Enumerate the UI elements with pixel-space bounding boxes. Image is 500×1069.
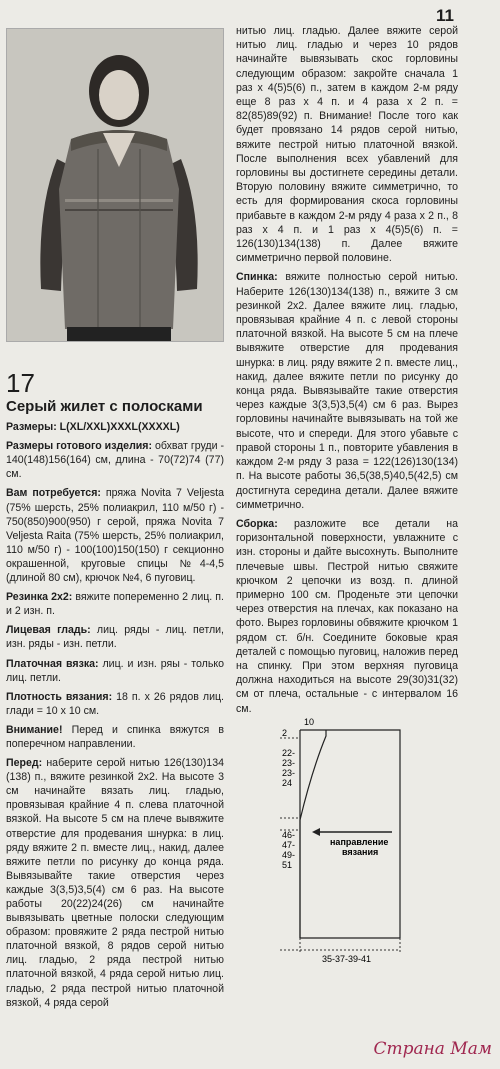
diagram-bottom-label: 35-37-39-41 — [322, 954, 372, 964]
assembly-paragraph: Сборка: разложите все детали на горизонтальной поверхности, увлажните с изн. стороны и дайте высохнуть. Выполните плечевые швы. Пестрой нитью свяжите крючком 2 цепочки из возд. п. длиной примерно 100 см. Проденьте эти цепочки через отверстия на плечах, как показано на фото. Вырез горловины обвяжите крючком 1 рядом ст. б/н. Соедините боковые края деталей с помощью пуговиц, наложив перед на спинку. При этом верхняя пуговица должна находиться на высоте 29(30)31(32) см от плеча, остальные - с интервалом 16 см. — [236, 517, 458, 715]
front-continued-paragraph: нитью лиц. гладью. Далее вяжите серой нитью лиц. гладью и через 10 рядов начинайте вывязывать скос горловины следующим образом: закройте сначала 1 раз x 4(5)5(6) п., затем в каждом 2-м ряду еще 8 раз x 4 п. и 4 раза x 2 п. = 82(85)89(92) п. Внимание! После того как будет провязано 14 рядов серой нитью, вяжите пестрой нитью платочной вязкой. После выполнения всех убавлений для горловины вы достигнете середины детали. Вторую половину вяжите симметрично, то есть для формирования скоса горловины прибавьте в каждом 2-м ряду 4 раза x 2 п., 8 раз x 4 п. и 1 раз x 4(5)5(6) п. = 126(130)134(138) п. Далее вяжите симметрично первой половине. — [236, 25, 458, 265]
sizes-paragraph: Размеры: L(XL/XXL)XXXL(XXXXL) — [6, 421, 180, 434]
diagram-top-label: 10 — [304, 717, 315, 727]
diagram-direction-text-2: вязания — [342, 847, 379, 857]
pattern-number: 17 — [6, 368, 35, 398]
diagram-left-label-6: 46- — [282, 830, 296, 840]
right-column — [236, 24, 458, 721]
diagram-left-label-4: 23- — [282, 768, 296, 778]
diagram-left-label-5: 24 — [282, 778, 293, 788]
watermark: Страна Мам — [373, 1039, 492, 1059]
left-column — [6, 366, 224, 1015]
garter-paragraph: Платочная вязка: лиц. и изн. ряы - только лиц. петли. — [6, 657, 224, 684]
materials-paragraph: Вам потребуется: пряжа Novita 7 Veljesta (75% шерсть, 25% полиакрил, 110 м/50 г) - 750(850)900(950) г серой, пряжа Novita 7 Veljesta Raita (75% шерсть, 25% полиакрил, 110 м/50 г) - 100(100)150(150) г секционно окрашенной, круговые спицы №4-4,5 (длиной 80 см), крючок №4, 6 пуговиц. — [6, 487, 224, 585]
back-paragraph: Спинка: вяжите полностью серой нитью. Наберите 126(130)134(138) п., вяжите 3 см резинкой 2х2. Далее вяжите лиц. гладью, провязывая крайние 4 п. с левой стороны платочной вязкой. На высоте 5 см на плече вывяжите отверстие для продевания шнурка: в лиц. ряду вяжите 2 п. вместе лиц., накид, далее вяжите петли по рисунку до конца ряда. Вывязывайте такие отверстия через каждые 3(3,5)3,5(4) см 6 раз. Вырез горловины начинайте вывязывать на той же высоте, что и спереди. Для этого убавьте с правой стороны 1 п., повторите убавления в каждом 2-м ряду 3 раза = 122(126)130(134) п. На высоте работы 36,5(38,5)40,5(42,5) см достигнута середина детали. Далее вяжите симметрично. — [236, 271, 458, 511]
diagram-left-label-7: 47- — [282, 840, 296, 850]
front-paragraph: Перед: наберите серой нитью 126(130)134 (138) п., вяжите резинкой 2х2. На высоте 3 см начинайте вязать лиц. гладью, провязывая крайние 4 п. слева платочной вязкой. На высоте 5 см на плече вывяжите отверстие для продевания шнурка: в лиц. ряду вяжите 2 п. вместе лиц., накид, далее вяжите петли по рисунку до конца ряда. Вывязывайте такие отверстия через каждые 3(3,5)3,5(4) см 6 раз. На высоте работы 20(22)24(26) см начинайте вывязывать цветные полоски следующим образом: провяжите 2 ряда пестрой нитью платочной вязкой, 8 рядов серой нитью лиц. гладью, 2 ряда пестрой нитью платочной вязкой, 4 ряда серой нитью лиц. гладью, 2 ряда пестрой нитью платочной вязкой, 4 ряда серой — [6, 757, 224, 1009]
diagram-left-label-3: 23- — [282, 758, 296, 768]
rib-paragraph: Резинка 2х2: вяжите попеременно 2 лиц. п. и 2 изн. п. — [6, 591, 224, 618]
diagram-left-label-9: 51 — [282, 860, 293, 870]
diagram-left-label-2: 22- — [282, 748, 296, 758]
diagram-left-label-8: 49- — [282, 850, 296, 860]
page-number: 11 — [436, 6, 454, 25]
diagram-left-label-1: 2 — [282, 728, 288, 738]
stockinette-paragraph: Лицевая гладь: лиц. ряды - лиц. петли, изн. ряды - изн. петли. — [6, 624, 224, 651]
attention-paragraph: Внимание! Перед и спинка вяжутся в поперечном направлении. — [6, 723, 224, 750]
gauge-paragraph: Плотность вязания: 18 п. x 26 рядов лиц. глади = 10 x 10 см. — [6, 690, 224, 717]
pattern-title: Серый жилет с полосками — [6, 398, 203, 415]
pattern-diagram — [260, 710, 470, 970]
garment-size-paragraph: Размеры готового изделия: обхват груди - 140(148)156(164) см, длина - 70(72)74 (77) см. — [6, 440, 225, 481]
model-photo — [6, 28, 224, 342]
diagram-direction-text-1: направление — [330, 837, 389, 847]
